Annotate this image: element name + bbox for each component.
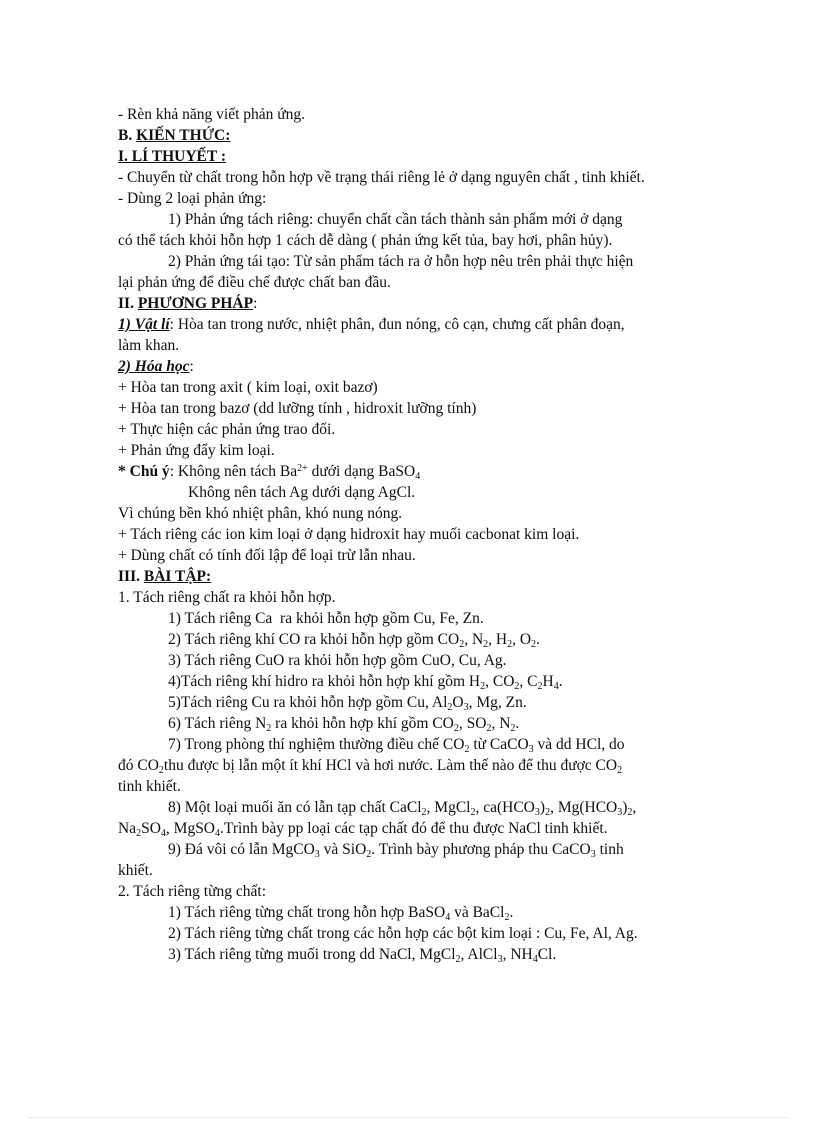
footer-divider [28,1117,788,1118]
exercise-item: 9) Đá vôi có lẫn MgCO$_3$ và SiO$_2$. Trình bày phương pháp thu CaCO$_3$ tinh [168,841,624,860]
exercise-item: 5)Tách riêng Cu ra khỏi hỗn hợp gồm Cu, $Al_2O_3$, Mg, Zn. [168,694,527,713]
method-chemical-colon: : [189,358,194,375]
section-1-heading [118,146,698,167]
method-note [118,461,698,482]
theory-paragraph-3: 1) Phản ứng tách riêng: chuyển chất cần tách thành sản phẩm mới ở dạng [168,211,623,228]
exercise-item: 2) Tách riêng khí CO ra khỏi hỗn hợp gồm $CO_2$, $N_2$, $H_2$, $O_2$. [168,631,540,650]
intro-line: - Rèn khả năng viết phản ứng. [118,106,306,123]
method-note-1-sub: 4 [415,471,421,482]
section-2-label: II. [118,295,134,312]
method-physical-label: 1) Vật lí [118,316,170,333]
theory-paragraph-4: 2) Phản ứng tái tạo: Từ sản phẩm tách ra ở hỗn hợp nêu trên phải thực hiện [168,253,634,270]
theory-paragraph-4-cont: lại phản ứng để điều chế được chất ban đầu. [118,274,391,291]
section-b-colon: : [225,127,231,144]
method-physical-cont: làm khan. [118,337,180,354]
exercise-item: 1) Tách riêng Ca ra khỏi hỗn hợp gồm Cu, Fe, Zn. [168,610,484,627]
exercise-item: 2) Tách riêng từng chất trong các hỗn hợp các bột kim loại : Cu, Fe, Al, Ag. [168,925,638,942]
method-note-1: : Không nên tách Ba [169,463,298,480]
exercise-item: 3) Tách riêng từng muối trong dd NaCl, MgCl$_2$, AlCl$_3$, $NH_4Cl$. [168,946,557,965]
exercise-item: 6) Tách riêng $N_2$ ra khỏi hỗn hợp khí gồm $CO_2$, $SO_2$, $N_2$. [168,715,520,734]
section-3-heading [118,566,698,587]
theory-paragraph-3-cont: có thể tách khỏi hỗn hợp 1 cách dễ dàng ( phản ứng kết tủa, bay hơi, phân hủy). [118,232,613,249]
section-1-title: LÍ THUYẾT : [131,148,226,165]
exercise-item: 1) Tách riêng từng chất trong hỗn hợp BaSO$_4$ và BaCl$_2$. [168,904,514,923]
method-item: + Hòa tan trong axit ( kim loại, oxit bazơ) [118,379,378,396]
method-item: + Dùng chất có tính đối lập để loại trừ lẫn nhau. [118,547,416,564]
section-b-title: KIẾN THỨC [136,127,226,144]
method-note-label: * Chú ý [118,463,170,480]
method-chemical [118,356,698,377]
method-note-2: Không nên tách Ag dưới dạng AgCl. [188,484,416,501]
exercise-item: 3) Tách riêng CuO ra khỏi hỗn hợp gồm CuO, Cu, Ag. [168,652,507,669]
method-note-1-sup: 2+ [297,463,308,474]
method-note-1-tail: dưới dạng BaSO [307,463,416,480]
section-2-colon: : [253,295,258,312]
method-note-3: Vì chúng bền khó nhiệt phân, khó nung nóng. [118,505,403,522]
exercise-item-cont: đó $CO_2thu$ được bị lẫn một ít khí HCl và hơi nước. Làm thế nào để thu được $CO_2$ [118,757,623,776]
exercise-item-cont: $Na_2SO_4$, MgSO$_4$.Trình bày pp loại các tạp chất đó để thu được NaCl tinh khiết. [118,820,608,839]
method-physical-text: : Hòa tan trong nước, nhiệt phân, đun nóng, cô cạn, chưng cất phân đoạn, [169,316,625,333]
exercise-part-2-title: 2. Tách riêng từng chất: [118,883,266,900]
method-item: + Tách riêng các ion kim loại ở dạng hidroxit hay muối cacbonat kim loại. [118,526,580,543]
exercise-item: 7) Trong phòng thí nghiệm thường điều chế $CO_2$ từ CaCO$_3$ và dd HCl, do [168,736,625,755]
section-b-heading [118,125,698,146]
section-1-label: I. [118,148,128,165]
exercise-item: 8) Một loại muối ăn có lẫn tạp chất CaCl$_2$, MgCl$_2$, $ca(HCO_3)_2$, $Mg(HCO_3)_2$, [168,799,637,818]
method-item: + Hòa tan trong bazơ (dd lưỡng tính , hidroxit lưỡng tính) [118,400,477,417]
theory-paragraph-2: - Dùng 2 loại phản ứng: [118,190,267,207]
exercise-item: 4)Tách riêng khí hidro ra khỏi hỗn hợp khí gồm $H_2$, $CO_2$, $C_2H_4$. [168,673,563,692]
method-chemical-label: 2) Hóa học [118,358,190,375]
section-3-title: BÀI TẬP: [143,568,212,585]
exercise-part-1-title: 1. Tách riêng chất ra khỏi hỗn hợp. [118,589,336,606]
section-2-heading [118,293,698,314]
exercise-item-cont: khiết. [118,862,153,879]
exercise-item-cont: tinh khiết. [118,778,181,795]
section-b-label: B. [118,127,133,144]
theory-paragraph-1: - Chuyển từ chất trong hỗn hợp về trạng thái riêng lẻ ở dạng nguyên chất , tinh khiết. [118,169,645,186]
method-item: + Phản ứng đẩy kim loại. [118,442,275,459]
section-2-title: PHƯƠNG PHÁP [137,295,254,312]
document-page [118,104,698,965]
section-3-label: III. [118,568,140,585]
method-item: + Thực hiện các phản ứng trao đổi. [118,421,336,438]
method-physical [118,314,698,335]
